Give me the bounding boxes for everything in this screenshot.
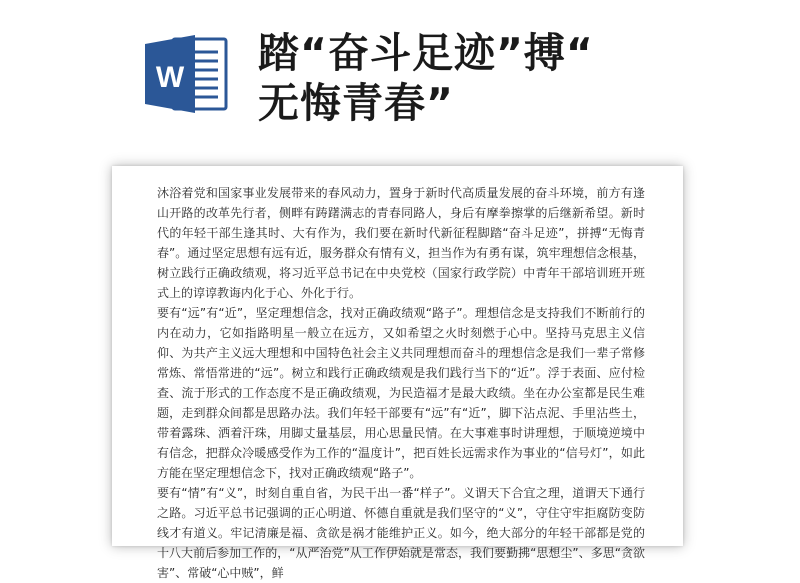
header-banner (0, 0, 800, 150)
document-body (157, 183, 645, 583)
word-document-icon (143, 32, 228, 116)
word-icon-letter: W (155, 61, 185, 94)
title-line-2: 无悔青春” (258, 79, 454, 127)
paragraph-3: 要有“情”有“义”，时刻自重自省，为民干出一番“样子”。义谓天下合宜之理，道谓天下通行之路。习近平总书记强调的正心明道、怀德自重就是我们坚守的“义”，守住守牢拒腐防变防线才有道义。牢记清廉是福、贪欲是祸才能维护正义。如今，绝大部分的年轻干部都是党的十八大前后参加工作的，“从严治党”从工作伊始就是常态，我们要勤拂“思想尘”、多思“贪欲害”、常破“心中贼”，鲜 (157, 486, 645, 580)
paragraph-1: 沐浴着党和国家事业发展带来的春风动力，置身于新时代高质量发展的奋斗环境，前方有逢山开路的改革先行者，侧畔有踌躇满志的青春同路人，身后有摩拳擦掌的后继新希望。新时代的年轻干部生逢其时、大有作为，我们要在新时代新征程脚踏“奋斗足迹”，拼搏“无悔青春”。通过坚定思想有远有近，服务群众有情有义，担当作为有勇有谋，筑牢理想信念根基，树立践行正确政绩观，将习近平总书记在中央党校（国家行政学院）中青年干部培训班开班式上的谆谆教诲内化于心、外化于行。 (157, 186, 645, 300)
title-line-1: 踏“奋斗足迹”搏“ (258, 29, 594, 77)
page-title (258, 28, 778, 128)
document-page (112, 166, 683, 580)
paragraph-2: 要有“远”有“近”，坚定理想信念，找对正确政绩观“路子”。理想信念是支持我们不断前行的内在动力，它如指路明星一般立在远方，又如希望之火时刻燃于心中。坚持马克思主义信仰、为共产主义远大理想和中国特色社会主义共同理想而奋斗的理想信念是我们一辈子常修常炼、常悟常进的“远”。树立和践行正确政绩观是我们践行当下的“近”。浮于表面、应付检查、流于形式的工作态度不是正确政绩观，为民造福才是最大政绩。坐在办公室都是民生难题，走到群众间都是思路办法。我们年轻干部要有“远”有“近”，脚下沾点泥、手里沾些土，带着露珠、洒着汗珠，用脚丈量基层，用心思量民情。在大事难事时讲理想，于顺境逆境中有信念，把群众冷暖感受作为工作的“温度计”，把百姓长远需求作为事业的“信号灯”，如此方能在坚定理想信念下，找对正确政绩观“路子”。 (157, 306, 645, 480)
